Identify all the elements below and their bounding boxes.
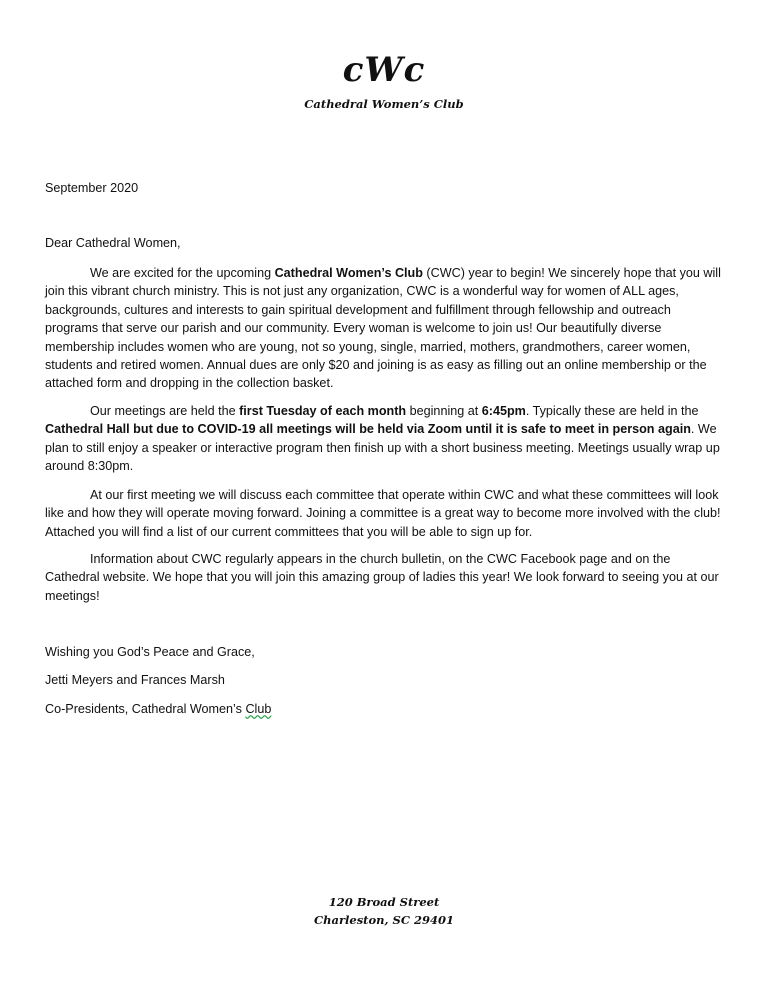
letter-signers: Jetti Meyers and Frances Marsh [45, 673, 225, 687]
paragraph-intro: We are excited for the upcoming Cathedral Women’s Club (CWC) year to begin! We sincerely hope that you will join this vibrant church ministry. This is not just any organization, CWC is a wonderful way for women of ALL ages, backgrounds, cultures and interests to gain spiritual development and fulfillment through fellowship and outreach programs that serve our parish and our community. Every woman is welcome to join us! Our beautifully diverse membership includes women who are young, not so young, single, married, mothers, grandmothers, career women, students and retired women. Annual dues are only $20 and joining is as easy as filling out an online membership or the attached form and dropping in the collection basket. [45, 266, 721, 391]
paragraph-information: Information about CWC regularly appears in the church bulletin, on the CWC Facebook page and on the Cathedral website. We hope that you will join this amazing group of ladies this year! We look forward to seeing you at our meetings! [45, 552, 719, 603]
paragraph-committees: At our first meeting we will discuss each committee that operate within CWC and what these committees will look like and how they will operate moving forward. Joining a committee is a great way to become more involved with the club! Attached you will find a list of our current committees that you will be able to sign up for. [45, 488, 721, 539]
club-logo: cWc [342, 50, 426, 90]
letter-closing: Wishing you God’s Peace and Grace, [45, 645, 255, 659]
address-street: 120 Broad Street [328, 895, 440, 909]
letter-date: September 2020 [45, 181, 139, 195]
signer-title: Co-Presidents, Cathedral Women’s Club [45, 702, 272, 716]
paragraph-meetings: Our meetings are held the first Tuesday of each month beginning at 6:45pm. Typically these are held in the Cathedral Hall but due to COVID-19 all meetings will be held via Zoom until it is safe to meet in person again. We plan to still enjoy a speaker or interactive program then finish up with a short business meeting. Meetings usually wrap up around 8:30pm. [45, 404, 720, 474]
org-name: Cathedral Women’s Club [304, 97, 464, 111]
letter-greeting: Dear Cathedral Women, [45, 236, 181, 250]
address-city: Charleston, SC 29401 [313, 913, 454, 927]
